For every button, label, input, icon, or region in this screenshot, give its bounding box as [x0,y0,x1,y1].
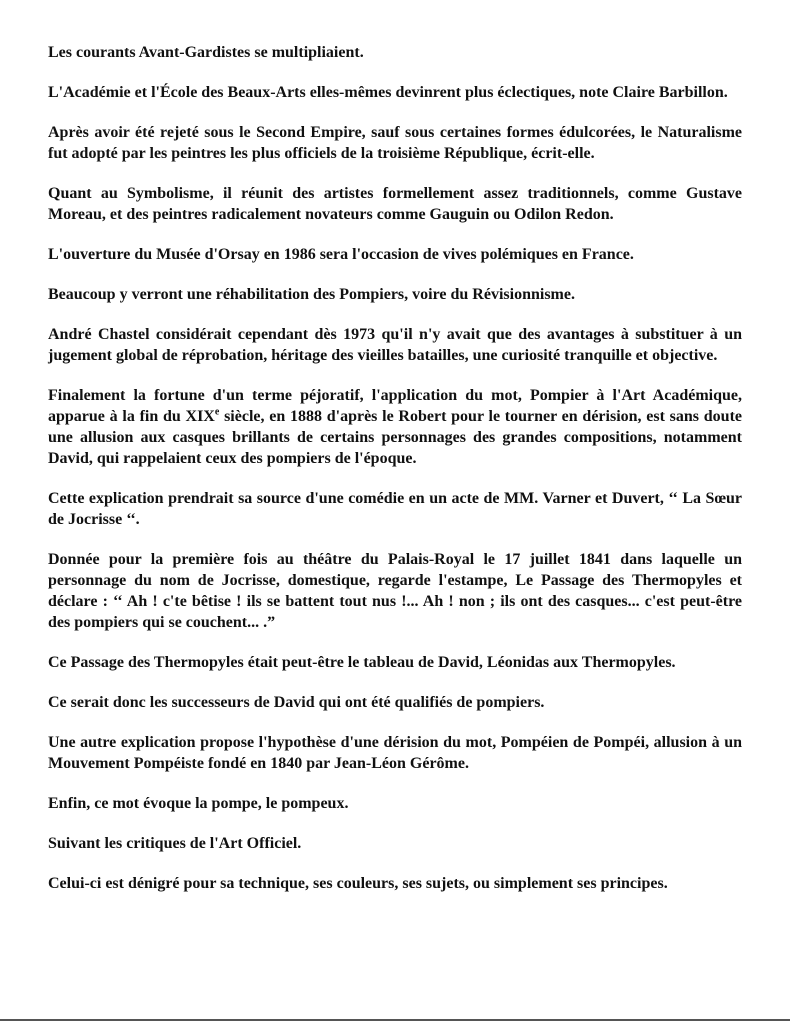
paragraph-11: Ce Passage des Thermopyles était peut-être le tableau de David, Léonidas aux Thermopyles. [48,654,676,671]
paragraph-5: L'ouverture du Musée d'Orsay en 1986 sera l'occasion de vives polémiques en France. [48,246,634,263]
scan-edge-line [0,1019,790,1021]
paragraph-7: André Chastel considérait cependant dès 1973 qu'il n'y avait que des avantages à substituer à un jugement global de réprobation, héritage des vieilles batailles, une curiosité tranquille et objective. [48,326,742,364]
paragraph-6: Beaucoup y verront une réhabilitation des Pompiers, voire du Révisionnisme. [48,286,575,303]
paragraph-8 [48,385,742,469]
paragraph-14: Enfin, ce mot évoque la pompe, le pompeux. [48,795,349,812]
superscript-e: e [214,406,220,418]
paragraph-13: Une autre explication propose l'hypothèse d'une dérision du mot, Pompéien de Pompéi, allusion à un Mouvement Pompéiste fondé en 1840 par Jean-Léon Gérôme. [48,734,742,772]
paragraph-12: Ce serait donc les successeurs de David qui ont été qualifiés de pompiers. [48,694,545,711]
paragraph-10: Donnée pour la première fois au théâtre du Palais-Royal le 17 juillet 1841 dans laquelle un personnage du nom de Jocrisse, domestique, regarde l'estampe, Le Passage des Thermopyles et déclare : ‘‘ Ah ! c'te bêtise ! ils se battent tout nus !... Ah ! non ; ils ont des casques... c'est peut-être des pompiers qui se couchent... .” [48,551,742,631]
paragraph-15: Suivant les critiques de l'Art Officiel. [48,835,302,852]
paragraph-8-start: Finalement la fortune d'un terme péjoratif, l'application du mot, Pompier à l'Art Académique, apparue à la fin du XIX [48,387,742,425]
paragraph-9: Cette explication prendrait sa source d'une comédie en un acte de MM. Varner et Duvert, ‘‘ La Sœur de Jocrisse ‘‘. [48,490,742,528]
paragraph-4: Quant au Symbolisme, il réunit des artistes formellement assez traditionnels, comme Gustave Moreau, et des peintres radicalement novateurs comme Gauguin ou Odilon Redon. [48,185,742,223]
paragraph-16: Celui-ci est dénigré pour sa technique, ses couleurs, ses sujets, ou simplement ses principes. [48,875,668,892]
paragraph-1: Les courants Avant-Gardistes se multipliaient. [48,44,364,61]
paragraph-2: L'Académie et l'École des Beaux-Arts elles-mêmes devinrent plus éclectiques, note Claire Barbillon. [48,84,728,101]
document-body [48,42,742,913]
paragraph-3: Après avoir été rejeté sous le Second Empire, sauf sous certaines formes édulcorées, le Naturalisme fut adopté par les peintres les plus officiels de la troisième République, écrit-elle. [48,124,742,162]
paragraph-8-end: siècle, en 1888 d'après le Robert pour le tourner en dérision, est sans doute une allusion aux casques brillants de certains personnages des grandes compositions, notamment David, qui rappelaient ceux des pompiers de l'époque. [48,408,742,467]
